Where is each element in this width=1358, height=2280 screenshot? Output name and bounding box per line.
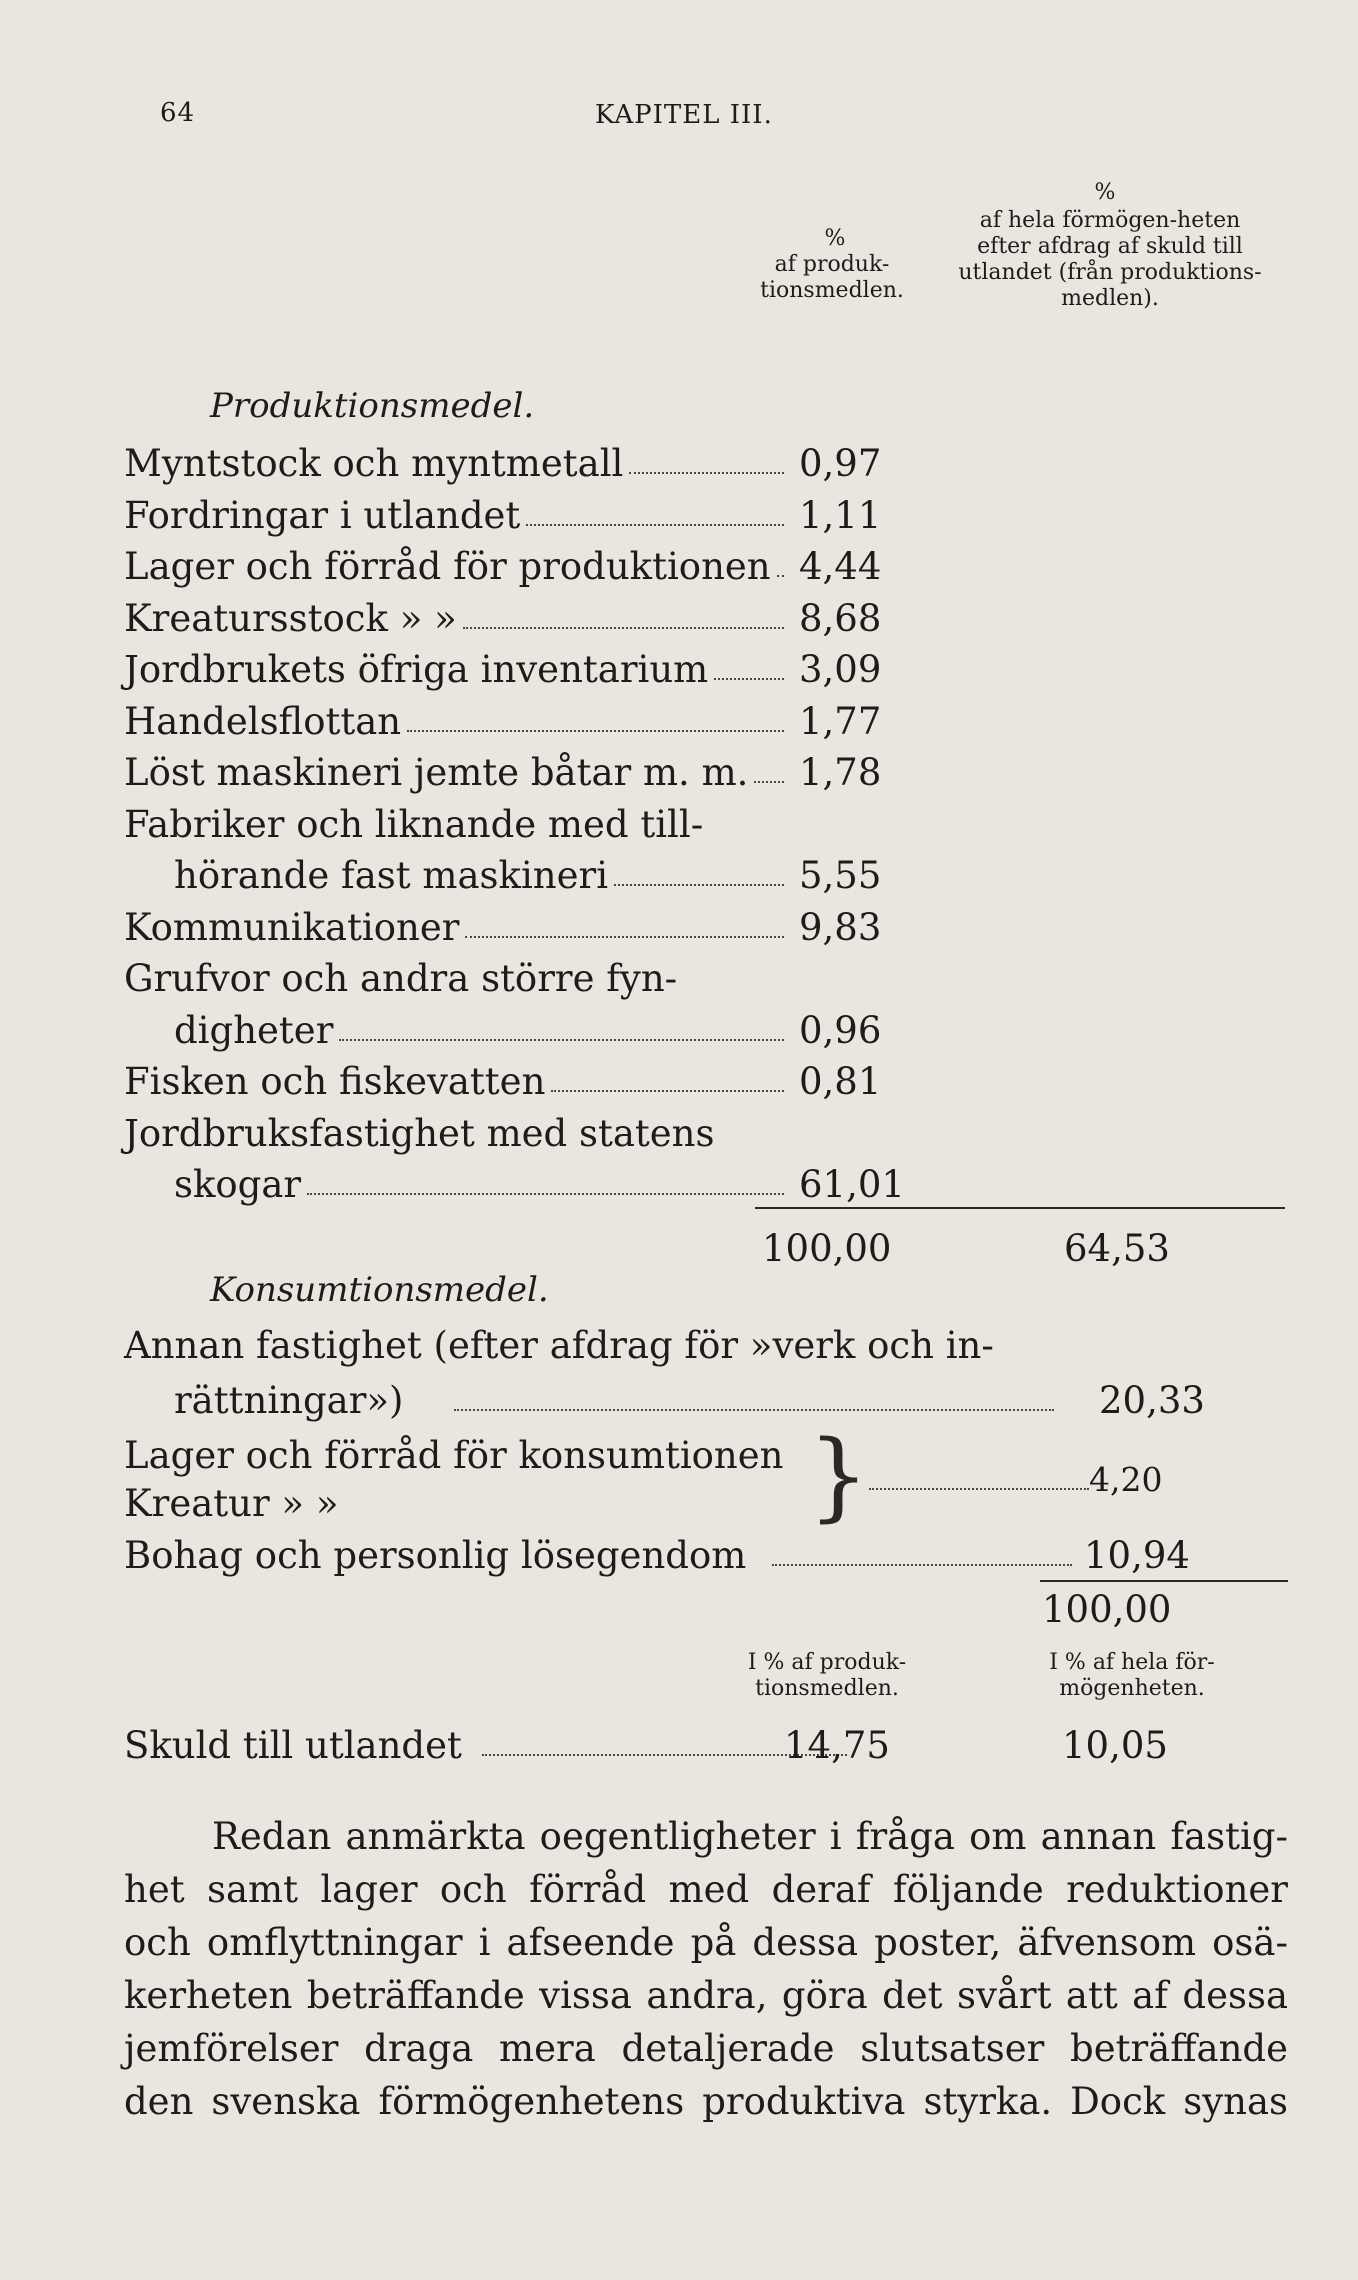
row-value-col1: 9,83 [799, 905, 882, 949]
col2-head: af hela förmögen-heten efter afdrag af skuld till utlandet (från produktions-medlen). [958, 208, 1262, 311]
row-value-col1: 0,97 [799, 442, 882, 485]
row-label-cont: rättningar») [174, 1379, 404, 1422]
row-value-col1: 3,09 [799, 648, 882, 691]
col2-symbol: % [1094, 180, 1116, 205]
row-label: Lager och förråd för produktionen [124, 545, 771, 588]
row-label-cont: hörande fast maskineri [174, 854, 609, 897]
brace: } [808, 1420, 870, 1532]
row-label: Lager och förråd för konsumtionen [124, 1434, 784, 1477]
row-value-col2: 4,20 [1089, 1460, 1163, 1499]
production-section-title: Produktionsmedel. [210, 386, 535, 426]
paragraph-line: den svenska förmögenhetens produktiva styrka. Dock synas [124, 2080, 1288, 2123]
debt-col2-head: I % af hela för-mögenheten. [1049, 1650, 1215, 1701]
row-label: Kommunikationer [124, 905, 460, 949]
row-value-col1: 1,78 [799, 751, 882, 794]
row-label: Jordbruksfastighet med statens [124, 1111, 715, 1155]
consumption-total-rule [1040, 1580, 1288, 1582]
dot-leader [772, 1564, 1072, 1566]
row-value-col1: 1,77 [799, 699, 882, 743]
running-title: KAPITEL III. [595, 100, 773, 130]
dot-leader [465, 936, 784, 938]
row-value-col1: 0,96 [799, 1008, 882, 1052]
production-total-col2: 64,53 [1064, 1227, 1170, 1270]
paragraph-line: jemförelser draga mera detaljerade slutsatser beträffande [124, 2027, 1288, 2070]
row-label: Annan fastighet (efter afdrag för »verk och in- [124, 1324, 994, 1367]
row-label: Kreatursstock » » [124, 596, 457, 640]
paragraph-line: och omflyttningar i afseende på dessa poster, äfvensom osä- [124, 1921, 1288, 1964]
consumption-total-col2: 100,00 [1042, 1588, 1172, 1631]
paragraph-line: Redan anmärkta oegentligheter i fråga om annan fastig- [212, 1815, 1288, 1858]
dot-leader [463, 627, 784, 629]
row-value-col2: 20,33 [1099, 1379, 1205, 1422]
col1-head: af produk-tionsmedlen. [760, 252, 904, 303]
col1-symbol: % [824, 226, 846, 251]
dot-leader [629, 472, 784, 474]
row-label: Fabriker och liknande med till- [124, 802, 704, 846]
dot-leader [551, 1090, 784, 1092]
paragraph-line: kerheten beträffande vissa andra, göra det svårt att af dessa [124, 1974, 1288, 2017]
row-label: Jordbrukets öfriga inventarium [124, 648, 709, 691]
row-value-col1: 61,01 [799, 1163, 905, 1206]
row-value-col1: 14,75 [784, 1724, 890, 1767]
row-label-cont: digheter [174, 1008, 334, 1052]
dot-leader [454, 1409, 1054, 1411]
row-value-col1: 4,44 [799, 545, 882, 588]
dot-leader [614, 884, 784, 886]
row-value-col1: 1,11 [799, 493, 882, 537]
row-label: Bohag och personlig lösegendom [124, 1534, 747, 1577]
debt-col1-head: I % af produk-tionsmedlen. [747, 1650, 907, 1701]
row-value-col1: 5,55 [799, 854, 882, 897]
row-value-col1: 0,81 [799, 1060, 882, 1103]
dot-leader [714, 678, 784, 680]
row-label-cont: skogar [174, 1163, 302, 1206]
row-label: Skuld till utlandet [124, 1724, 462, 1767]
body-paragraph [124, 1810, 1288, 2128]
dot-leader [869, 1488, 1089, 1490]
consumption-section-title: Konsumtionsmedel. [210, 1270, 549, 1310]
dot-leader [526, 524, 784, 526]
row-label: Handelsflottan [124, 699, 402, 743]
production-total-col1: 100,00 [762, 1227, 892, 1270]
row-label: Fordringar i utlandet [124, 493, 521, 537]
dot-leader [339, 1039, 784, 1041]
dot-leader [754, 781, 784, 783]
row-label: Grufvor och andra större fyn- [124, 957, 678, 1000]
production-total-rule [755, 1207, 1285, 1209]
dot-leader [777, 575, 784, 577]
row-value-col2: 10,05 [1062, 1724, 1168, 1767]
row-value-col2: 10,94 [1084, 1534, 1190, 1577]
paragraph-line: het samt lager och förråd med deraf följande reduktioner [124, 1868, 1288, 1911]
row-label: Löst maskineri jemte båtar m. m. [124, 751, 749, 794]
row-label: Myntstock och myntmetall [124, 442, 624, 485]
dot-leader [407, 730, 784, 732]
row-label-b: Kreatur » » [124, 1482, 339, 1525]
page-number: 64 [160, 98, 196, 128]
row-label: Fisken och fiskevatten [124, 1060, 546, 1103]
dot-leader [307, 1193, 784, 1195]
row-value-col1: 8,68 [799, 596, 882, 640]
